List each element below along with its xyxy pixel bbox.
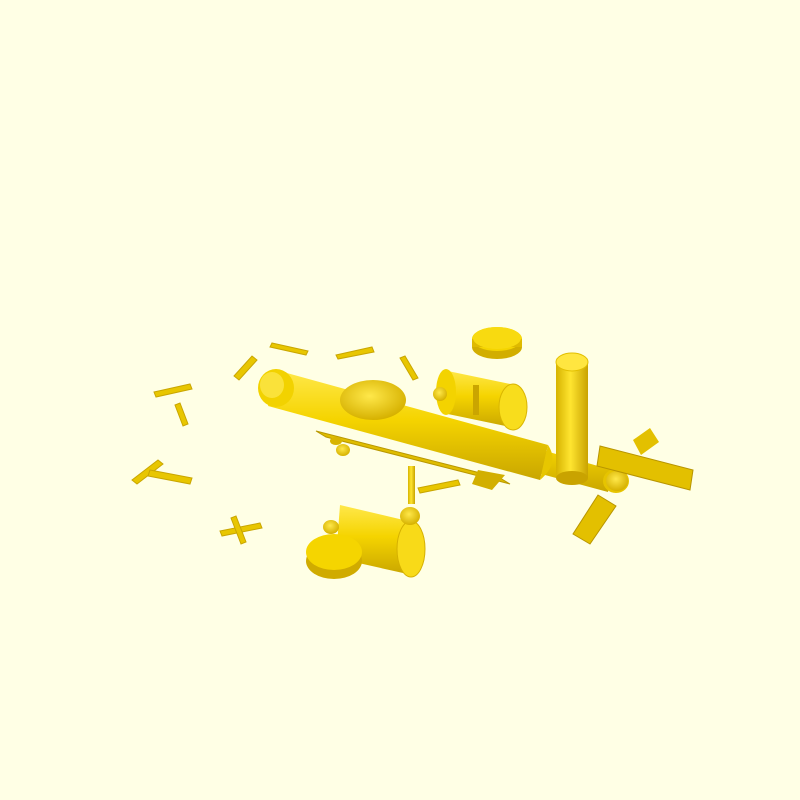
- blade-piece: [418, 480, 460, 493]
- blade-piece: [234, 356, 257, 380]
- blade-piece: [336, 347, 374, 359]
- rotor-disc-top: [472, 327, 522, 359]
- blade-piece: [270, 343, 308, 355]
- rear-pod: [606, 471, 628, 491]
- vertical-fin: [556, 353, 588, 485]
- canopy: [340, 380, 406, 420]
- rotor-disc-bottom: [306, 534, 362, 579]
- blade-piece: [400, 356, 418, 380]
- blade-piece: [148, 470, 192, 484]
- strut-top: [473, 385, 479, 415]
- blade-piece: [154, 384, 192, 397]
- strut-bottom: [408, 466, 415, 504]
- blade-piece: [175, 403, 188, 426]
